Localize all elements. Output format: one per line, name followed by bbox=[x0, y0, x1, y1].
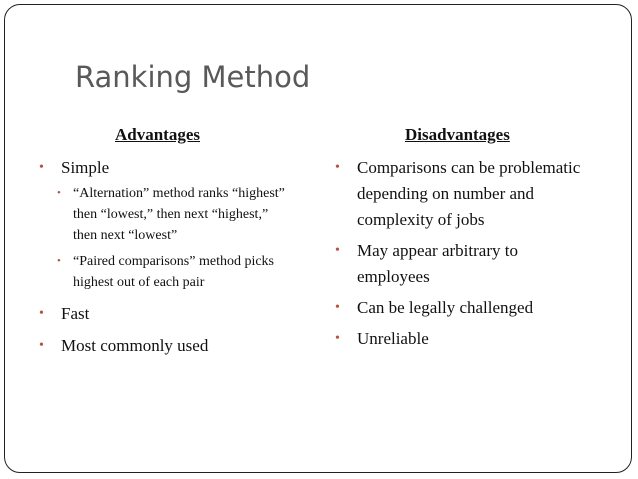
sub-list-item: • “Paired comparisons” method picks highest out of each pair bbox=[57, 251, 303, 293]
disadvantages-heading: Disadvantages bbox=[405, 125, 510, 144]
slide-frame bbox=[4, 4, 632, 473]
sub-list-item: • “Alternation” method ranks “highest” then “lowest,” then next “highest,” then next “lowest” bbox=[57, 183, 293, 246]
bullet-icon: • bbox=[335, 300, 340, 315]
bullet-icon: • bbox=[57, 255, 61, 267]
list-item: • Unreliable bbox=[335, 326, 615, 352]
list-item: • Can be legally challenged bbox=[335, 295, 615, 321]
slide-title: Ranking Method bbox=[75, 60, 311, 94]
advantages-heading: Advantages bbox=[115, 125, 201, 144]
list-item: • Comparisons can be problematic depending on number and complexity of jobs bbox=[335, 155, 607, 233]
bullet-icon: • bbox=[335, 331, 340, 346]
advantages-list bbox=[39, 155, 321, 359]
list-item: • May appear arbitrary to employees bbox=[335, 238, 587, 290]
bullet-icon: • bbox=[57, 187, 61, 199]
list-item: • Simple bbox=[39, 155, 321, 181]
disadvantages-list bbox=[335, 155, 615, 352]
list-item: • Fast bbox=[39, 301, 321, 327]
bullet-icon: • bbox=[335, 160, 340, 175]
bullet-icon: • bbox=[39, 338, 44, 353]
list-item: • Most commonly used bbox=[39, 333, 321, 359]
bullet-icon: • bbox=[39, 160, 44, 175]
bullet-icon: • bbox=[335, 243, 340, 258]
bullet-icon: • bbox=[39, 306, 44, 321]
